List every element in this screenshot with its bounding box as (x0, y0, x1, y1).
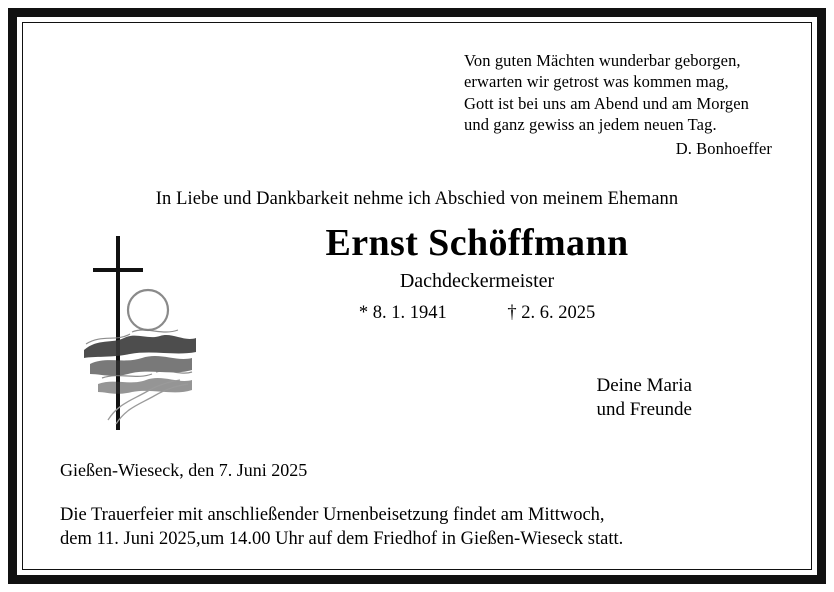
deceased-profession: Dachdeckermeister (399, 270, 555, 293)
notice-content (24, 24, 810, 568)
poem-line-4: und ganz gewiss an jedem neuen Tag. (464, 115, 717, 135)
place-and-date: Gießen-Wieseck, den 7. Juni 2025 (60, 460, 308, 481)
birth-date: * 8. 1. 1941 (358, 303, 447, 324)
poem-line-2: erwarten wir getrost was kommen mag, (464, 72, 729, 92)
ceremony-info (54, 503, 780, 551)
ceremony-line-1: Die Trauerfeier mit anschließender Urnenbeisetzung findet am Mittwoch, (60, 505, 605, 526)
intro-text: In Liebe und Dankbarkeit nehme ich Abschied von meinem Ehemann (155, 189, 679, 210)
mourner-line-2: und Freunde (596, 398, 692, 420)
main-block (54, 224, 780, 454)
poem-author: D. Bonhoeffer (675, 138, 772, 158)
death-date: † 2. 6. 2025 (507, 303, 596, 324)
ceremony-line-2: dem 11. Juni 2025,um 14.00 Uhr auf dem Friedhof in Gießen-Wieseck statt. (60, 529, 624, 550)
life-dates (174, 303, 780, 324)
mourner-line-1: Deine Maria (596, 375, 692, 397)
poem-line-3: Gott ist bei uns am Abend und am Morgen (464, 93, 749, 113)
cross-over-landscape-icon (72, 232, 242, 447)
poem-line-1: Von guten Mächten wunderbar geborgen, (464, 51, 741, 70)
deceased-name: Ernst Schöffmann (325, 222, 629, 265)
poem-block (54, 50, 780, 159)
mourners-block (596, 374, 692, 422)
